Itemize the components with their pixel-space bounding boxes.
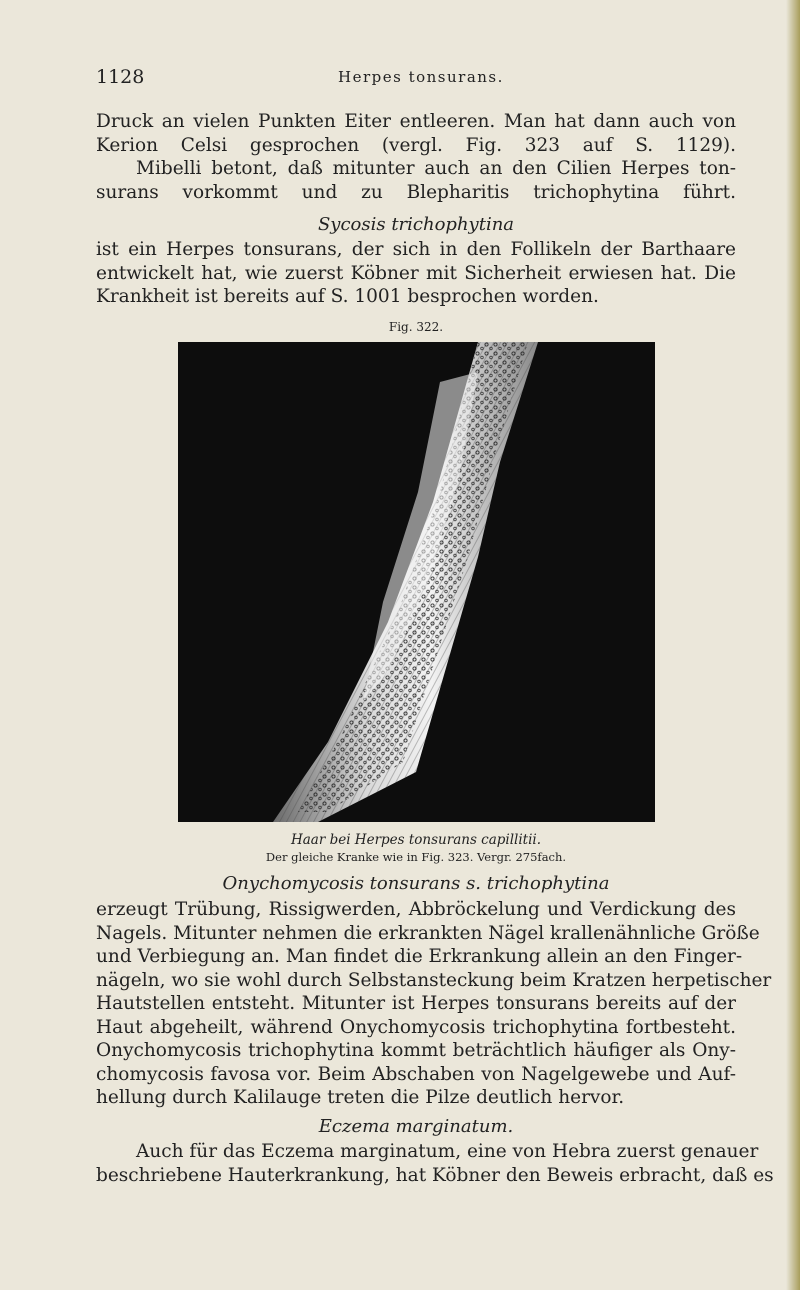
heading-onychomycosis: Onychomycosis tonsurans s. trichophytina <box>222 873 610 894</box>
text-line: Onychomycosis trichophytina kommt beträchtlich häufiger als Ony- <box>96 1040 736 1061</box>
text-line: nägeln, wo sie wohl durch Selbstansteckung beim Kratzen herpetischer <box>96 969 772 991</box>
text-line: beschriebene Hauterkrankung, hat Köbner den Beweis erbracht, daß es <box>96 1164 774 1186</box>
text-line: und Verbiegung an. Man findet die Erkrankung allein an den Finger- <box>96 946 743 967</box>
running-head <box>96 66 736 90</box>
text-line: Nagels. Mitunter nehmen die erkrankten Nägel krallenähnliche Größe <box>96 922 760 944</box>
text-line: chomycosis favosa vor. Beim Abschaben von Nagelgewebe und Auf- <box>96 1063 736 1085</box>
caption-note: Der gleiche Kranke wie in Fig. 323. Vergr. 275fach. <box>265 850 567 864</box>
paragraph-onychomycosis <box>96 898 772 1110</box>
text-line: Kerion Celsi gesprochen (vergl. Fig. 323 auf S. 1129). <box>96 134 736 156</box>
paragraph-sycosis <box>96 238 736 309</box>
caption-title: Haar bei Herpes tonsurans capillitii. <box>290 832 542 848</box>
figure-caption <box>96 831 736 865</box>
text-line: Druck an vielen Punkten Eiter entleeren. Man hat dann auch von <box>96 111 736 132</box>
text-line: Auch für das Eczema marginatum, eine von Hebra zuerst genauer <box>136 1141 759 1162</box>
text-line: entwickelt hat, wie zuerst Köbner mit Sicherheit erwiesen hat. Die <box>96 262 736 284</box>
running-title: Herpes tonsurans. <box>338 68 504 86</box>
text-line: Hautstellen entsteht. Mitunter ist Herpes tonsurans bereits auf der <box>96 993 736 1014</box>
text-line: ist ein Herpes tonsurans, der sich in den Follikeln der Barthaare <box>96 239 736 260</box>
micrograph-figure <box>178 342 655 822</box>
heading-sycosis: Sycosis trichophytina <box>317 214 515 235</box>
paragraph-eczema <box>96 1140 774 1187</box>
page-edge-shadow <box>786 0 800 1290</box>
page-number: 1128 <box>96 66 145 88</box>
text-line: Krankheit ist bereits auf S. 1001 besprochen worden. <box>96 286 599 307</box>
hair-micrograph-image <box>178 342 655 822</box>
text-line: surans vorkommt und zu Blepharitis trichophytina führt. <box>96 181 736 203</box>
figure-label: Fig. 322. <box>388 320 444 334</box>
text-line: erzeugt Trübung, Rissigwerden, Abbröckelung und Verdickung des <box>96 899 736 920</box>
text-line: hellung durch Kalilauge treten die Pilze deutlich hervor. <box>96 1087 625 1108</box>
text-line: Mibelli betont, daß mitunter auch an den Cilien Herpes ton- <box>136 158 736 179</box>
text-line: Haut abgeheilt, während Onychomycosis trichophytina fortbesteht. <box>96 1016 736 1038</box>
paragraph-kerion <box>96 110 736 204</box>
heading-eczema: Eczema marginatum. <box>318 1116 514 1137</box>
